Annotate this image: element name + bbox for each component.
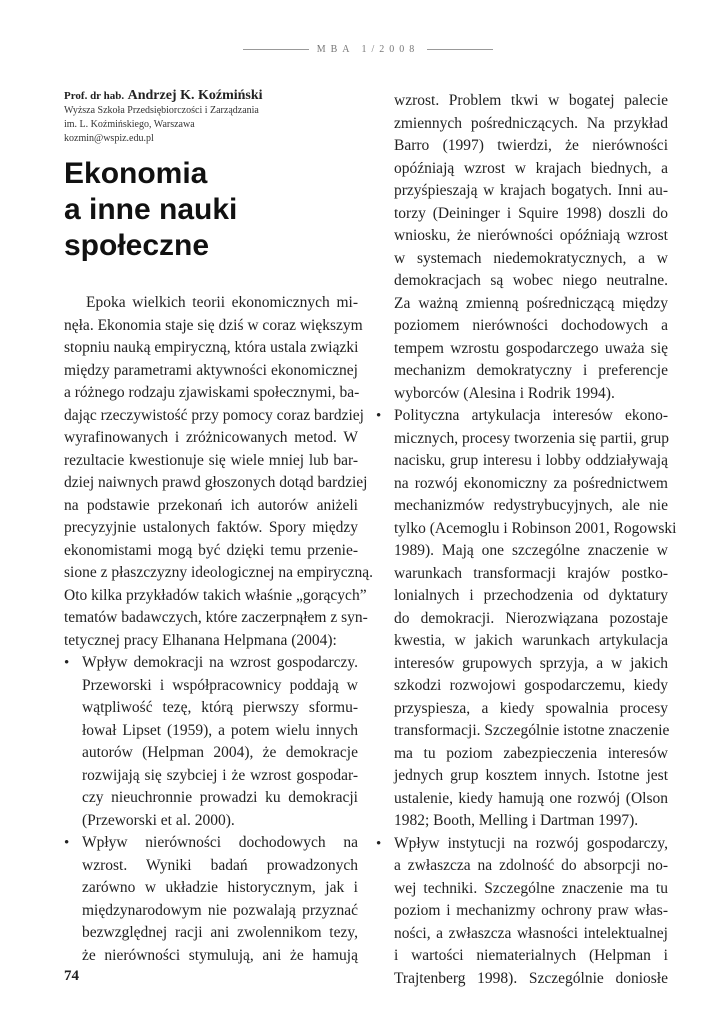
- text-line: między parametrami aktywności ekonomicznej: [64, 361, 358, 379]
- text-line: jednych grup kosztem innych. Istotne jest: [394, 767, 668, 784]
- text-line: Za ważną zmienną pośredniczącą między: [394, 294, 668, 312]
- bullet-item-political-articulation: [376, 405, 677, 833]
- text-line: opóźniają wzrost w krajach biednych, a: [394, 159, 668, 177]
- text-line: dziej naiwnych prawd głoszonych dotąd bardziej: [64, 474, 368, 491]
- text-line: Barro (1997) twierdzi, że nierówności: [394, 137, 668, 154]
- text-line: rezultacie kwestionuje się wiele mniej lub bar-: [64, 451, 358, 469]
- text-line: dając rzeczywistość przy pomocy coraz bardziej: [64, 406, 364, 424]
- text-line: demokracjach są wobec niego neutralne.: [394, 272, 668, 289]
- text-line: ności, a zwłaszcza własności intelektualnej: [394, 924, 668, 942]
- author-block: [64, 88, 364, 146]
- text-line: szkodzi rozwojowi gospodarczemu, kiedy: [394, 677, 668, 694]
- page-number: 74: [64, 968, 79, 984]
- author-line: [64, 88, 364, 104]
- text-line: transformacji. Szczególnie istotne znaczenie: [394, 722, 670, 739]
- text-line: interesów grupowych sprzyja, a w jakich: [394, 654, 668, 672]
- text-line: do demokracji. Nierozwiązana pozostaje: [394, 609, 668, 627]
- text-line: wej techniki. Szczególne znaczenie ma tu: [394, 879, 668, 897]
- text-line: Wpływ instytucji na rozwój gospodarczy,: [394, 834, 668, 852]
- intro-paragraph: [64, 292, 374, 652]
- affiliation-line-1: Wyższa Szkoła Przedsiębiorczości i Zarządzania: [64, 105, 259, 116]
- text-line: 1989). Mają one szczególne znaczenie w: [394, 542, 668, 559]
- text-line: rozwijają się szybciej i że wzrost gospodar-: [82, 766, 358, 784]
- text-line: ma tu poziom zabezpieczenia interesów: [394, 744, 668, 762]
- text-line: 1982; Booth, Melling i Dartman 1997).: [394, 812, 639, 829]
- text-line: wyrafinowanych i zróżnicowanych metod. W: [64, 429, 358, 446]
- text-line: stopniu nauką empiryczną, która ustala związki: [64, 339, 359, 356]
- author-academic-title: Prof. dr hab.: [64, 90, 125, 102]
- text-line: precyzyjnie ustalonych faktów. Spory między: [64, 519, 358, 536]
- running-header: [243, 44, 493, 55]
- text-line: i wartości niematerialnych (Helpman i: [394, 947, 668, 964]
- article-title: [64, 156, 364, 264]
- text-line: bezwzględnej racji ani zwolennikom tezy,: [82, 924, 358, 941]
- affiliation-line-2: im. L. Koźmińskiego, Warszawa: [64, 119, 195, 130]
- text-line: ekonomistami mogą być dzięki temu przenie-: [64, 541, 358, 559]
- text-line: torzy (Deininger i Squire 1998) doszli do: [394, 204, 668, 222]
- text-line: zmiennych pośredniczących. Na przykład: [394, 114, 668, 132]
- text-line: Wpływ nierówności dochodowych na: [82, 834, 358, 851]
- text-line: wątpliwość tezę, którą pierwszy sformu-: [82, 699, 358, 716]
- text-line: poziomem nierówności dochodowych a: [394, 317, 668, 334]
- text-line: a różnego rodzaju zjawiskami społecznymi, ba-: [64, 384, 360, 401]
- author-name: Andrzej K. Koźmiński: [127, 88, 263, 103]
- text-line: poziom i mechanizmy ochrony praw włas-: [394, 902, 668, 919]
- header-rule-left: [243, 49, 309, 50]
- text-line: na podstawie przekonań ich autorów aniżeli: [64, 496, 358, 514]
- title-line: Ekonomia: [64, 157, 208, 190]
- text-line: wyborców (Alesina i Rodrik 1994).: [394, 384, 615, 402]
- text-line: warunkach transformacji krajów postko-: [394, 564, 668, 582]
- text-line: Epoka wielkich teorii ekonomicznych mi-: [86, 294, 358, 311]
- title-line: a inne nauki: [64, 193, 238, 226]
- bullet-continuation: [376, 90, 668, 405]
- text-line: wzrost. Problem tkwi w bogatej palecie: [394, 92, 668, 109]
- author-email: kozmin@wspiz.edu.pl: [64, 133, 154, 144]
- text-line: wniosku, że nierówności opóźniają wzrost: [394, 227, 668, 244]
- bullet-icon: •: [64, 835, 70, 851]
- text-line: międzynarodowym nie pozwalają przyznać: [82, 901, 358, 919]
- text-line: Trajtenberg 1998). Szczególnie doniosłe: [394, 969, 668, 987]
- text-line: tylko (Acemoglu i Robinson 2001, Rogowski: [394, 519, 677, 537]
- text-line: micznych, procesy tworzenia się partii, grup: [394, 429, 670, 447]
- text-line: Wpływ demokracji na wzrost gospodarczy.: [82, 654, 358, 671]
- text-line: że nierówności stymulują, ani że hamują: [82, 946, 358, 964]
- text-line: mechanizmów redystrybucyjnych, ale nie: [394, 497, 668, 514]
- bullet-icon: •: [64, 655, 70, 671]
- text-line: czy nieuchronnie prowadzi ku demokracji: [82, 789, 358, 806]
- bullet-icon: •: [376, 408, 382, 424]
- bullet-item-inequality: [64, 832, 358, 967]
- text-line: mechanizm demokratyczny i preferencje: [394, 362, 668, 379]
- text-line: zarówno w układzie historycznym, jak i: [82, 879, 358, 896]
- text-line: na rozwój ekonomiczny za pośrednictwem: [394, 474, 668, 492]
- bullet-item-democracy: [64, 652, 358, 832]
- text-line: nęła. Ekonomia staje się dziś w coraz większym: [64, 316, 363, 334]
- text-line: tematów badawczych, które zaczerpnąłem z syn-: [64, 609, 368, 626]
- text-line: (Przeworski et al. 2000).: [82, 811, 235, 829]
- text-line: Oto kilka przykładów takich właśnie „gorących”: [64, 586, 367, 604]
- text-line: ustalenie, kiedy hamują one rozwój (Olson: [394, 789, 668, 807]
- text-line: Przeworski i współpracownicy poddają w: [82, 676, 358, 694]
- text-line: autorów (Helpman 2004), że demokracje: [82, 744, 358, 761]
- bullet-item-institutions: [376, 833, 668, 991]
- title-line: społeczne: [64, 229, 210, 262]
- left-column: [64, 292, 374, 967]
- text-line: łował Lipset (1959), a potem wielu innych: [82, 721, 358, 739]
- text-line: w systemach niedemokratycznych, a w: [394, 249, 668, 267]
- text-line: tetycznej pracy Elhanana Helpmana (2004):: [64, 631, 337, 649]
- text-line: przyspiesza, a kiedy spowalnia procesy: [394, 699, 668, 717]
- header-rule-right: [427, 49, 493, 50]
- running-title: MBA 1/2008: [316, 44, 420, 55]
- text-line: tempem wzrostu gospodarczego uważa się: [394, 339, 668, 357]
- text-line: sione z płaszczyzny ideologicznej na empiryczną.: [64, 564, 374, 581]
- text-line: nacisku, grup interesu i lobby oddziaływają: [394, 452, 668, 469]
- text-line: kwestia, w jakich warunkach artykulacja: [394, 632, 668, 649]
- text-line: Polityczna artykulacja interesów ekono-: [394, 407, 668, 424]
- text-line: wzrost. Wyniki badań prowadzonych: [82, 856, 358, 874]
- text-line: a zwłaszcza na zdolność do absorpcji no-: [394, 857, 668, 874]
- text-line: lonialnych i przechodzenia od dyktatury: [394, 587, 668, 604]
- bullet-icon: •: [376, 835, 382, 852]
- right-column: [376, 90, 677, 990]
- text-line: przyśpieszają w krajach bogatych. Inni au-: [394, 182, 668, 199]
